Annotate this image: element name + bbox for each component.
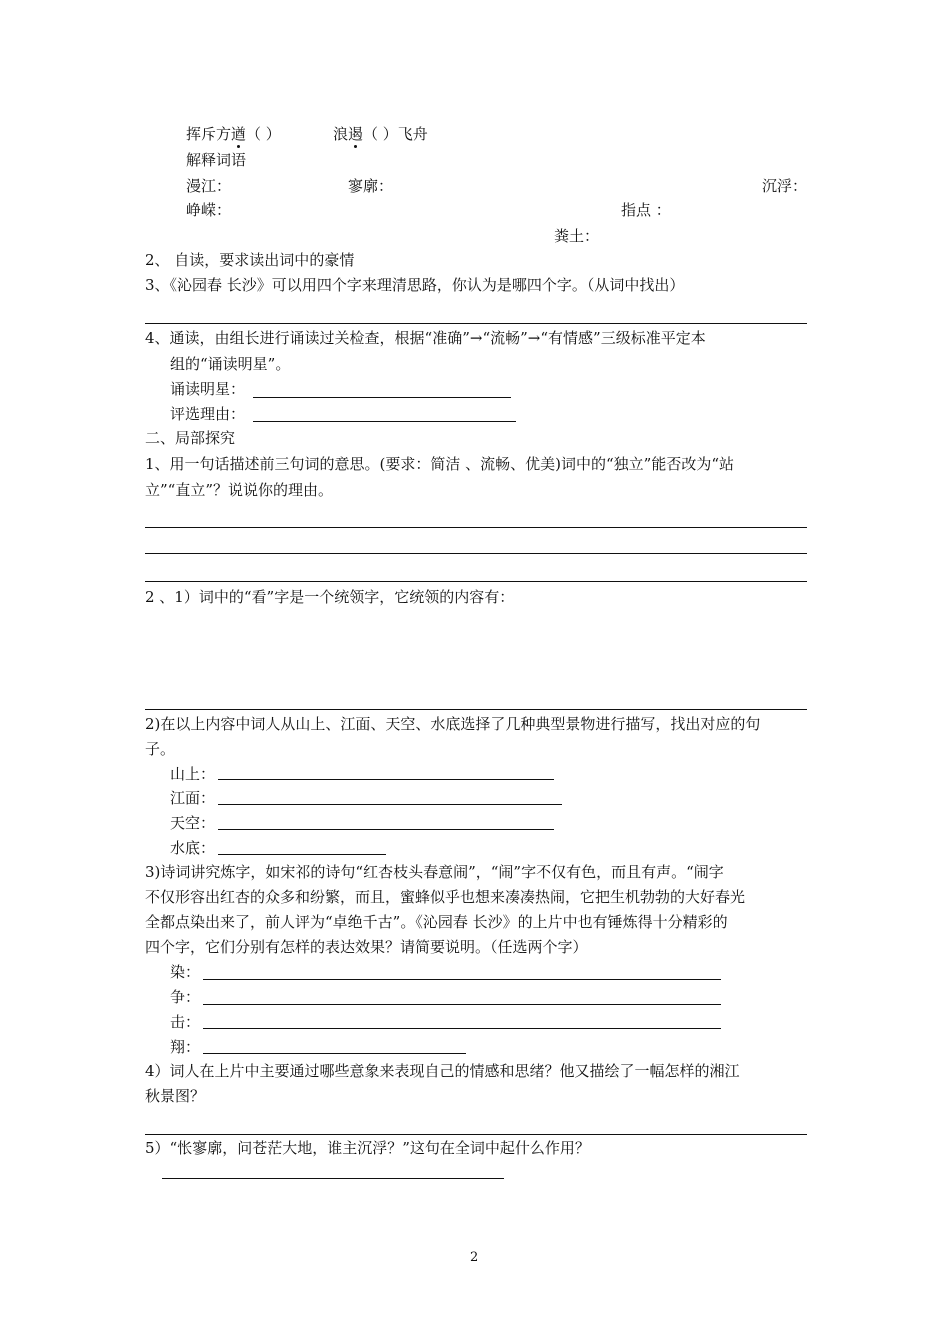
explain-word-manjiang: 漫江：: [186, 177, 232, 195]
emphasis-dot-char: 遏: [348, 125, 364, 143]
vocab-item-1: 挥斥方遒（ ）: [186, 125, 281, 143]
part2-q2-3-line3: 全都点染出来了，前人评为“卓绝千古”。《沁园春 长沙》的上片中也有锤炼得十分精彩的: [145, 913, 728, 931]
question-4-line1: 4、通读，由组长进行诵读过关检查，根据“准确”→“流畅”→“有情感”三级标准平定本: [145, 329, 706, 347]
label-ran: 染：: [170, 963, 201, 981]
answer-line: [145, 709, 807, 710]
blank-ran: [203, 979, 721, 980]
part2-q1-line2: 立”“直立”？说说你的理由。: [145, 481, 334, 499]
reading-star-blank: [253, 397, 511, 398]
label-zheng: 争：: [170, 988, 201, 1006]
vocab-item-2: 浪遏（ ）飞舟: [333, 125, 428, 143]
question-2: 2、 自读，要求读出词中的豪情: [145, 251, 355, 269]
question-4-line2: 组的“诵读明星”。: [170, 355, 291, 373]
emphasis-dot-char: 遒: [231, 125, 247, 143]
part2-q2-4-line2: 秋景图？: [145, 1087, 206, 1105]
part2-q2-1: 2 、1）词中的“看”字是一个统领字，它统领的内容有：: [145, 588, 515, 606]
answer-line: [145, 323, 807, 324]
blank-shanshang: [218, 779, 554, 780]
blank-zheng: [203, 1004, 721, 1005]
label-shanshang: 山上：: [170, 765, 216, 783]
part2-q2-3-line2: 不仅形容出红杏的众多和纷繁，而且，蜜蜂似乎也想来凑凑热闹，它把生机勃勃的大好春光: [145, 888, 746, 906]
label-jiangmian: 江面：: [170, 789, 216, 807]
part2-q1-line1: 1、用一句话描述前三句词的意思。(要求：简洁 、流畅、优美)词中的“独立”能否改为“站: [145, 455, 735, 473]
reading-star-label: 诵读明星：: [170, 380, 246, 398]
part2-q2-2-line1: 2)在以上内容中词人从山上、江面、天空、水底选择了几种典型景物进行描写，找出对应的句: [145, 715, 761, 733]
part2-q2-3-line1: 3)诗词讲究炼字，如宋祁的诗句“红杏枝头春意闹”，“闹”字不仅有色，而且有声。“闹字: [145, 863, 724, 881]
blank-jiangmian: [218, 804, 562, 805]
answer-line: [162, 1178, 504, 1179]
explain-word-fentu: 粪土：: [554, 227, 600, 245]
answer-line: [145, 581, 807, 582]
part2-q2-2-line2: 子。: [145, 740, 176, 758]
explain-title: 解释词语: [186, 151, 247, 169]
selection-reason-blank: [253, 421, 516, 422]
section-heading: 二、局部探究: [145, 429, 236, 447]
answer-line: [145, 1134, 807, 1135]
explain-word-zhengrong: 峥嵘：: [186, 201, 232, 219]
blank-xiang: [203, 1053, 466, 1054]
answer-line: [145, 527, 807, 528]
label-ji: 击：: [170, 1013, 201, 1031]
question-3: 3、《沁园春 长沙》可以用四个字来理清思路，你认为是哪四个字。（从词中找出）: [145, 276, 685, 294]
part2-q2-5: 5）“怅寥廓，问苍茫大地，谁主沉浮？”这句在全词中起什么作用？: [145, 1139, 590, 1157]
label-xiang: 翔：: [170, 1038, 201, 1056]
answer-line: [145, 553, 807, 554]
part2-q2-3-line4: 四个字，它们分别有怎样的表达效果？请简要说明。（任选两个字）: [145, 938, 588, 956]
page-number: 2: [470, 1250, 479, 1265]
label-shuidi: 水底：: [170, 839, 216, 857]
explain-word-liaokuo: 寥廓：: [348, 177, 394, 195]
blank-ji: [203, 1028, 721, 1029]
explain-word-zhidian: 指点 ：: [621, 201, 671, 219]
part2-q2-4-line1: 4）词人在上片中主要通过哪些意象来表现自己的情感和思绪？他又描绘了一幅怎样的湘江: [145, 1062, 740, 1080]
explain-word-chenfu: 沉浮：: [762, 177, 808, 195]
label-tiankong: 天空：: [170, 814, 216, 832]
blank-shuidi: [218, 854, 386, 855]
selection-reason-label: 评选理由：: [170, 405, 246, 423]
blank-tiankong: [218, 829, 554, 830]
